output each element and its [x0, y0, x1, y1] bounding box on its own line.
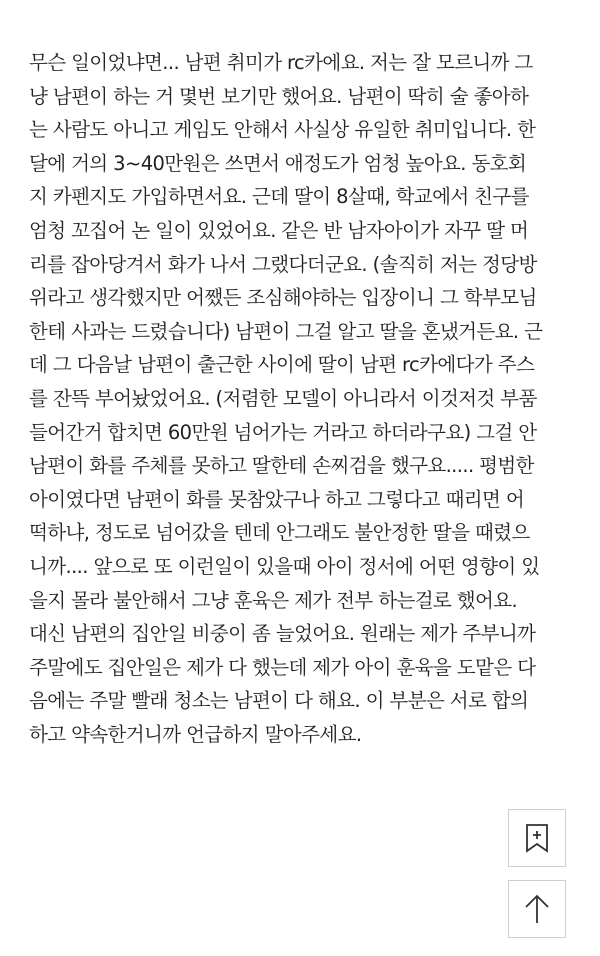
bookmark-button[interactable]: [508, 809, 566, 867]
article-line: 떡하냐, 정도로 넘어갔을 텐데 안그래도 불안정한 딸을 때렸으: [29, 521, 530, 545]
scroll-to-top-button[interactable]: [508, 880, 566, 938]
article-line: 엄청 꼬집어 논 일이 있었어요. 같은 반 남자아이가 자꾸 딸 머: [29, 218, 529, 242]
article-line: 남편이 화를 주체를 못하고 딸한테 손찌검을 했구요..... 평범한: [29, 454, 534, 478]
article-line: 냥 남편이 하는 거 몇번 보기만 했어요. 남편이 딱히 술 좋아하: [29, 84, 529, 108]
article-line: 무슨 일이었냐면... 남편 취미가 rc카에요. 저는 잘 모르니까 그: [29, 51, 533, 74]
article-body: [29, 46, 585, 751]
article-line: 리를 잡아당겨서 화가 나서 그랬다더군요. (솔직히 저는 정당방: [29, 252, 537, 276]
arrow-up-icon: [523, 893, 551, 925]
article-line: 는 사람도 아니고 게임도 안해서 사실상 유일한 취미입니다. 한: [29, 118, 536, 142]
article-line: 주말에도 집안일은 제가 다 했는데 제가 아이 훈육을 도맡은 다: [29, 655, 536, 679]
article-line: 대신 남편의 집안일 비중이 좀 늘었어요. 원래는 제가 주부니까: [29, 622, 536, 646]
article-line: 하고 약속한거니까 언급하지 말아주세요.: [29, 722, 362, 746]
article-line: 를 잔뜩 부어놨었어요. (저렴한 모델이 아니라서 이것저것 부품: [29, 386, 537, 410]
article-line: 니까.... 앞으로 또 이런일이 있을때 아이 정서에 어떤 영향이 있: [29, 554, 540, 578]
article-line: 한테 사과는 드렸습니다) 남편이 그걸 알고 딸을 혼냈거든요. 근: [29, 319, 543, 343]
article-line: 데 그 다음날 남편이 출근한 사이에 딸이 남편 rc카에다가 주스: [29, 353, 535, 377]
article-line: 을지 몰라 불안해서 그냥 훈육은 제가 전부 하는걸로 했어요.: [29, 588, 518, 612]
article-line: 달에 거의 3~40만원은 쓰면서 애정도가 엄청 높아요. 동호회: [29, 151, 527, 175]
article-line: 위라고 생각했지만 어쨌든 조심해야하는 입장이니 그 학부모님: [29, 286, 537, 310]
article-line: 아이였다면 남편이 화를 못참았구나 하고 그렇다고 때리면 어: [29, 487, 525, 511]
article-line: 들어간거 합치면 60만원 넘어가는 거라고 하더라구요) 그걸 안: [29, 420, 537, 444]
bookmark-plus-icon: [524, 823, 550, 853]
article-line: 지 카펜지도 가입하면서요. 근데 딸이 8살때, 학교에서 친구를: [29, 185, 529, 209]
article-line: 음에는 주말 빨래 청소는 남편이 다 해요. 이 부분은 서로 합의: [29, 689, 529, 713]
